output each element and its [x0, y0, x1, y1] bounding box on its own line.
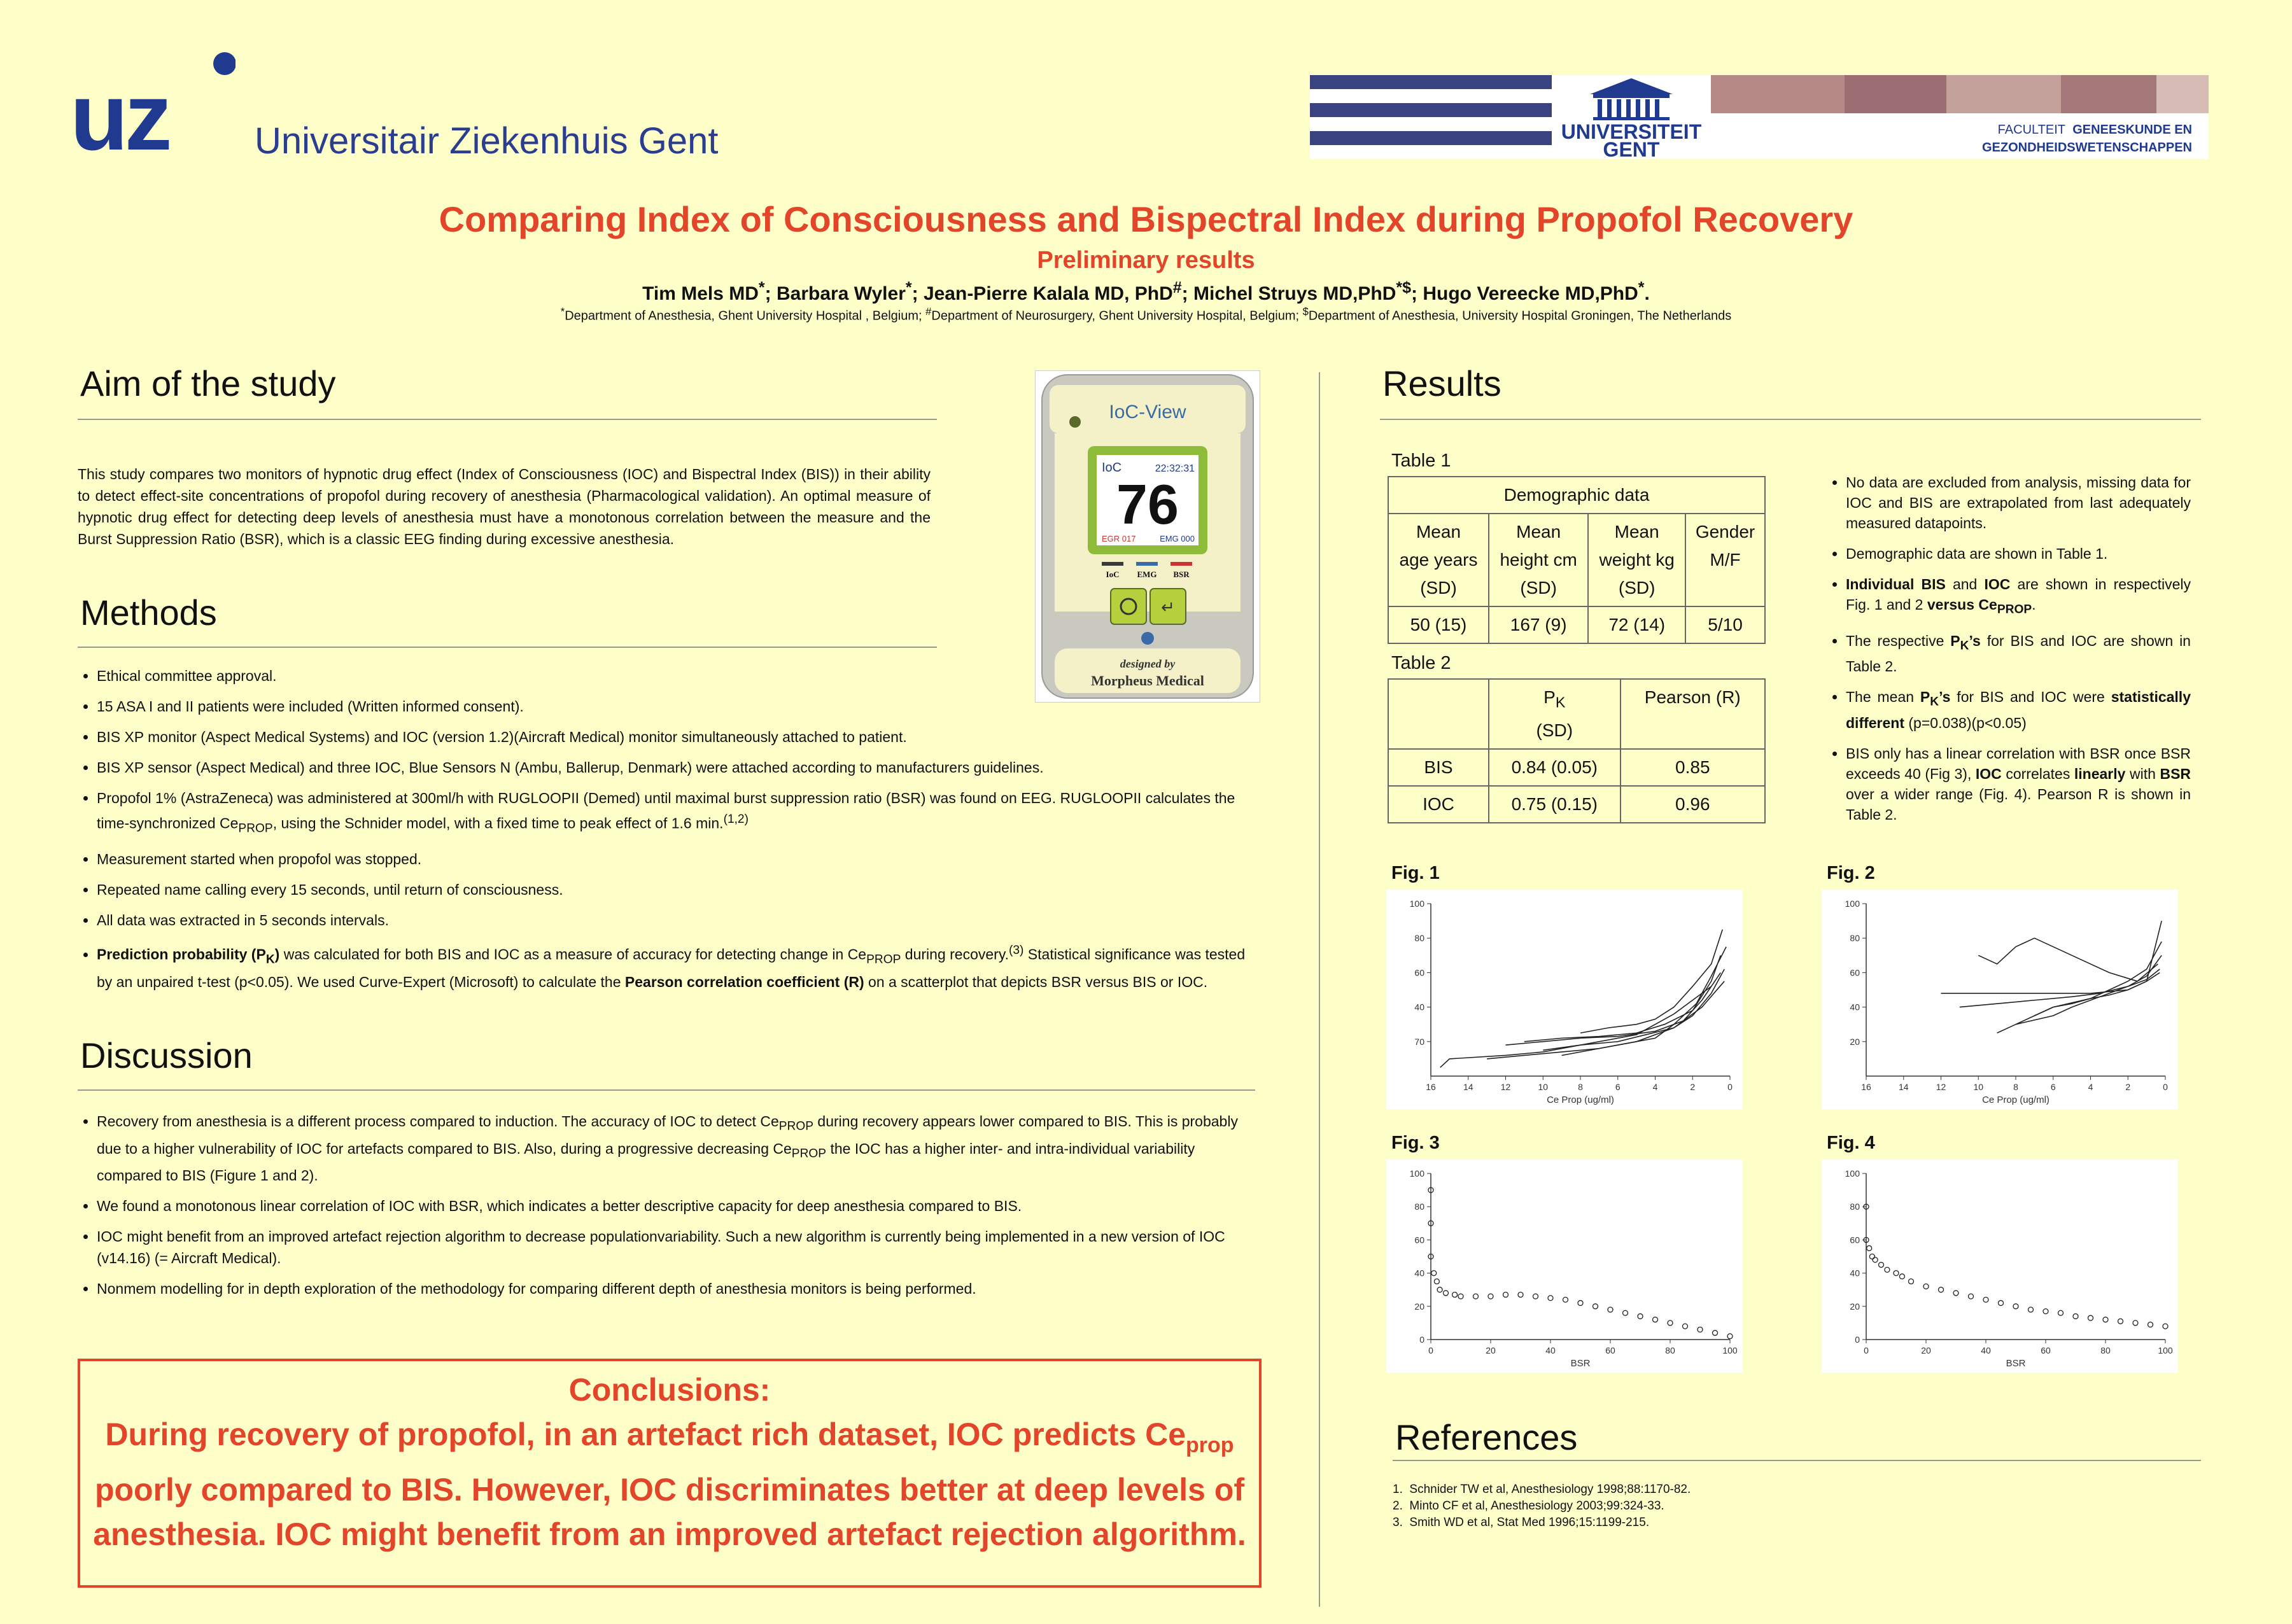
data-point [1431, 1271, 1437, 1276]
series-line [1487, 981, 1724, 1059]
fig1-plot [1386, 890, 1743, 1109]
data-point [1867, 1245, 1872, 1250]
table-header-cell: Gender M/F [1685, 514, 1765, 606]
y-tick-label: 40 [1850, 1002, 1860, 1012]
data-point [1533, 1294, 1538, 1299]
table-row [1388, 679, 1765, 749]
data-point [1869, 1254, 1874, 1259]
data-point [1578, 1301, 1583, 1306]
data-point [1638, 1313, 1643, 1319]
aim-text: This study compares two monitors of hypnotic drug effect (Index of Consciousness (IOC) and Bispectral Index (BIS)) in their ability to detect effect-site concentrations of propofol during recovery of anesthesia (Pharmacological validation). An optimal measure of hypnotic drug effect for detecting deep levels of anesthesia must have a monotonous correlation between the measure and the Burst Suppression Ratio (BSR), which is a classic EEG finding during excessive anesthesia. [78, 466, 931, 547]
data-point [2028, 1307, 2034, 1312]
faculty-line1: FACULTEIT [1997, 123, 2065, 137]
author: Hugo Vereecke MD,PhD [1423, 283, 1638, 304]
data-point [1969, 1294, 1974, 1299]
y-tick-label: 100 [1845, 899, 1860, 909]
table-header-cell: Mean age years (SD) [1388, 514, 1489, 606]
ioc-device-image [1035, 370, 1260, 703]
affiliation: Department of Neurosurgery, Ghent University Hospital, Belgium; [931, 309, 1303, 323]
table-cell: 167 (9) [1489, 606, 1588, 643]
table-cell: BIS [1388, 749, 1489, 786]
table-header-cell [1388, 679, 1489, 749]
device-tag-ioc: IoC [1106, 570, 1120, 579]
table-row [1388, 786, 1765, 823]
x-tick-label: 14 [1463, 1082, 1473, 1092]
list-item: • 15 ASA I and II patients were included (Written informed consent). [97, 696, 1250, 717]
table-cell: 0.75 (0.15) [1489, 786, 1621, 823]
y-tick-label: 0 [1419, 1334, 1424, 1345]
x-tick-label: 2 [1690, 1082, 1696, 1092]
data-point [1879, 1263, 1884, 1268]
x-axis-label: BSR [2006, 1358, 2026, 1369]
data-point [1452, 1292, 1458, 1298]
table-row [1388, 749, 1765, 786]
x-tick-label: 100 [2158, 1345, 2173, 1355]
data-point [1593, 1304, 1598, 1309]
results-bullets [1828, 472, 2191, 825]
data-point [1434, 1279, 1439, 1284]
uz-hospital-name: Universitair Ziekenhuis Gent [255, 120, 719, 162]
discussion-rule [78, 1089, 1255, 1091]
reference-item: 3. Smith WD et al, Stat Med 1996;15:1199-215. [1393, 1516, 1650, 1529]
author: Tim Mels MD [642, 283, 759, 304]
faculty-line2: GENEESKUNDE EN [2072, 123, 2192, 137]
uz-logo-graphic [70, 48, 236, 162]
fig2-caption: Fig. 2 [1827, 863, 1875, 883]
discussion-heading: Discussion [80, 1035, 253, 1075]
table-cell: 5/10 [1685, 606, 1765, 643]
list-item: • Individual BIS and IOC are shown in respectively Fig. 1 and 2 versus $Ce_{PROP}$. [1846, 574, 2191, 620]
x-tick-label: 0 [1428, 1345, 1433, 1355]
x-tick-label: 20 [1486, 1345, 1496, 1355]
x-tick-label: 4 [1652, 1082, 1658, 1092]
table-header-cell: Pearson (R) [1621, 679, 1765, 749]
x-tick-label: 6 [1615, 1082, 1621, 1092]
table2-caption: Table 2 [1391, 653, 1451, 673]
table-header-cell: Mean height cm (SD) [1489, 514, 1588, 606]
x-tick-label: 60 [1605, 1345, 1615, 1355]
x-tick-label: 10 [1973, 1082, 1984, 1092]
y-tick-label: 20 [1414, 1301, 1424, 1312]
data-point [1713, 1331, 1718, 1336]
data-point [2118, 1319, 2123, 1324]
y-tick-label: 80 [1850, 933, 1860, 944]
data-point [1608, 1307, 1613, 1312]
fig4-plot [1822, 1159, 2178, 1373]
column-divider [1319, 372, 1320, 1607]
data-point [2073, 1313, 2078, 1319]
table-cell: 72 (14) [1588, 606, 1685, 643]
y-tick-label: 60 [1414, 1235, 1424, 1245]
x-axis-label: BSR [1570, 1358, 1591, 1369]
poster-subtitle: Preliminary results [1037, 247, 1255, 274]
data-point [2058, 1310, 2064, 1315]
list-item: • BIS only has a linear correlation with BSR once BSR exceeds 40 (Fig 3), IOC correlates linearly with BSR over a wider range (Fig. 4). Pearson R is shown in Table 2. [1846, 743, 2191, 825]
device-designed-by: designed by [1120, 657, 1176, 670]
list-item: • We found a monotonous linear correlation of IOC with BSR, which indicates a better descriptive capacity for deep anesthesia compared to BIS. [97, 1195, 1250, 1217]
data-point [1939, 1287, 1944, 1292]
bluetooth-icon [1141, 632, 1154, 645]
y-tick-label: 80 [1850, 1201, 1860, 1212]
table-cell: 0.84 (0.05) [1489, 749, 1621, 786]
y-tick-label: 40 [1850, 1268, 1860, 1278]
table-cell: IOC [1388, 786, 1489, 823]
y-tick-label: 100 [1845, 1168, 1860, 1179]
x-tick-label: 20 [1921, 1345, 1931, 1355]
x-tick-label: 8 [1578, 1082, 1583, 1092]
list-item: • Nonmem modelling for in depth exploration of the methodology for comparing different depth of anesthesia monitors is being performed. [97, 1278, 1250, 1299]
y-tick-label: 80 [1414, 1201, 1424, 1212]
ugent-name-line2: GENT [1603, 138, 1660, 159]
screen-time: 22:32:31 [1155, 463, 1195, 474]
y-tick-label: 40 [1414, 1268, 1424, 1278]
uz-logo [70, 48, 236, 162]
table-row [1388, 606, 1765, 643]
list-item: • All data was extracted in 5 seconds intervals. [97, 909, 1250, 931]
device-brand: IoC-View [1109, 402, 1186, 423]
data-point [1909, 1279, 1914, 1284]
list-item: • Prediction probability $(P_K)$ was calculated for both BIS and IOC as a measure of accuracy for detecting change in $Ce_{PROP}$ during recovery.$^{(3)}$ Statistical significance was tested by an unpaired t-test (p<0.05). We used Curve-Expert (Microsoft) to calculate the Pearson correlation coefficient (R) on a scatterplot that depicts BSR versus BIS or IOC. [97, 940, 1250, 992]
table-cell: 0.96 [1621, 786, 1765, 823]
power-led-icon [1069, 416, 1081, 428]
x-axis-label: Ce Prop (ug/ml) [1547, 1095, 1614, 1105]
references-list-container [1393, 1481, 2156, 1531]
references-rule [1393, 1460, 2201, 1461]
series-line [1978, 938, 2158, 981]
data-point [1653, 1317, 1658, 1322]
aim-rule [78, 419, 937, 420]
data-point [1563, 1297, 1568, 1302]
data-point [1899, 1274, 1904, 1279]
list-item: • BIS XP sensor (Aspect Medical) and three IOC, Blue Sensors N (Ambu, Ballerup, Denmark) were attached according to manufacturers guidelines. [97, 757, 1250, 778]
device-maker: Morpheus Medical [1091, 673, 1204, 689]
x-tick-label: 16 [1426, 1082, 1436, 1092]
data-point [1953, 1291, 1958, 1296]
methods-list [79, 665, 1250, 993]
svg-text:↵: ↵ [1161, 598, 1175, 617]
data-point [1623, 1310, 1628, 1315]
data-point [1437, 1287, 1442, 1292]
x-tick-label: 80 [1665, 1345, 1675, 1355]
x-tick-label: 12 [1936, 1082, 1946, 1092]
list-item: • BIS XP monitor (Aspect Medical Systems) and IOC (version 1.2)(Aircraft Medical) monitor simultaneously attached to patient. [97, 726, 1250, 748]
fig1-caption: Fig. 1 [1391, 863, 1440, 883]
data-point [2013, 1304, 2018, 1309]
y-tick-label: 100 [1409, 899, 1424, 909]
list-item: • The mean $P_K’s$ for BIS and IOC were statistically different (p=0.038)(p<0.05) [1846, 687, 2191, 733]
data-point [1668, 1320, 1673, 1326]
methods-rule [78, 647, 937, 648]
table2 [1388, 678, 1766, 823]
list-item: • No data are excluded from analysis, missing data for IOC and BIS are extrapolated from last adequately measured datapoints. [1846, 472, 2191, 533]
fig4-chart [1822, 1159, 2178, 1373]
discussion-list [79, 1110, 1250, 1299]
data-point [1983, 1297, 1988, 1302]
x-tick-label: 0 [2163, 1082, 2168, 1092]
table-row [1388, 514, 1765, 606]
discussion-list-container [79, 1110, 1250, 1308]
table1 [1388, 476, 1766, 644]
series-line [1524, 955, 1720, 1042]
fig1-chart [1386, 890, 1743, 1109]
device-power-button [1111, 589, 1146, 624]
x-axis-label: Ce Prop (ug/ml) [1982, 1095, 2049, 1105]
data-point [1999, 1301, 2004, 1306]
series-line [1960, 969, 2160, 1007]
data-point [1503, 1292, 1508, 1298]
ugent-banner [1310, 75, 2209, 159]
x-tick-label: 10 [1538, 1082, 1549, 1092]
affiliations: *Department of Anesthesia, Ghent University Hospital , Belgium; #Department of Neurosurgery, Ghent University Hospital, Belgium; $Department of Anesthesia, University Hospital Groningen, The Netherlands [560, 305, 1732, 323]
data-point [2088, 1315, 2093, 1320]
screen-label: IoC [1102, 461, 1122, 475]
screen-value: 76 [1116, 473, 1179, 536]
affiliation: Department of Anesthesia, University Hospital Groningen, The Netherlands [1308, 309, 1732, 323]
aim-heading: Aim of the study [80, 363, 336, 403]
data-point [1458, 1294, 1463, 1299]
fig3-chart [1386, 1159, 1743, 1373]
reference-item: 1. Schnider TW et al, Anesthesiology 1998;88:1170-82. [1393, 1483, 1691, 1496]
data-point [1873, 1257, 1878, 1263]
data-point [2103, 1317, 2108, 1322]
series-line [2034, 921, 2162, 1016]
author-list: Tim Mels MD*; Barbara Wyler*; Jean-Pierre Kalala MD, PhD#; Michel Struys MD,PhD*$; Hugo Vereecke MD,PhD*. [642, 279, 1650, 304]
x-tick-label: 8 [2013, 1082, 2018, 1092]
data-point [1923, 1284, 1929, 1289]
poster-title: Comparing Index of Consciousness and Bispectral Index during Propofol Recovery [439, 199, 1853, 239]
fig2-plot [1822, 890, 2178, 1109]
uz-logo-dot [213, 52, 236, 75]
author: Michel Struys MD,PhD [1193, 283, 1396, 304]
conclusions-box [78, 1359, 1262, 1588]
y-tick-label: 20 [1850, 1301, 1860, 1312]
table-header-cell: Mean weight kg (SD) [1588, 514, 1685, 606]
y-tick-label: 40 [1414, 1002, 1424, 1012]
data-point [1683, 1324, 1688, 1329]
data-point [1894, 1271, 1899, 1276]
author: Barbara Wyler [776, 283, 906, 304]
list-item: • The respective $P_K’s$ for BIS and IOC are shown in Table 2. [1846, 631, 2191, 677]
list-item: • Measurement started when propofol was stopped. [97, 848, 1250, 870]
ugent-building-icon [1590, 78, 1673, 120]
y-tick-label: 60 [1414, 967, 1424, 978]
list-item: • IOC might benefit from an improved artefact rejection algorithm to decrease populationvariability. Such a new algorithm is currently being implemented in a new version of IOC (v14.16) (= Aircraft Medical). [97, 1226, 1250, 1269]
references-heading: References [1395, 1417, 1578, 1457]
svg-text:FACULTEIT GENEESKUNDE EN [1998, 123, 2192, 137]
data-point [2133, 1320, 2138, 1326]
results-bullets-container [1828, 472, 2191, 835]
device-tag-emg: EMG [1137, 570, 1157, 579]
x-tick-label: 0 [1864, 1345, 1869, 1355]
results-heading: Results [1382, 363, 1501, 403]
data-point [2148, 1322, 2153, 1327]
list-item: • Demographic data are shown in Table 1. [1846, 543, 2191, 564]
y-tick-label: 20 [1850, 1036, 1860, 1047]
y-tick-label: 60 [1850, 967, 1860, 978]
methods-heading: Methods [80, 592, 217, 633]
table1-caption: Table 1 [1391, 451, 1451, 471]
table-cell: 50 (15) [1388, 606, 1489, 643]
list-item: • Repeated name calling every 15 seconds, until return of consciousness. [97, 879, 1250, 900]
y-tick-label: 80 [1414, 933, 1424, 944]
x-tick-label: 0 [1727, 1082, 1733, 1092]
fig4-caption: Fig. 4 [1827, 1133, 1875, 1153]
device-tag-bsr: BSR [1173, 570, 1190, 579]
table-header-cell: $P_K$ (SD) [1489, 679, 1621, 749]
x-tick-label: 80 [2100, 1345, 2111, 1355]
x-tick-label: 2 [2125, 1082, 2131, 1092]
series-line [2016, 942, 2162, 1025]
data-point [1473, 1294, 1479, 1299]
screen-sub1: EGR 017 [1102, 534, 1136, 543]
conclusions-heading: Conclusions: [568, 1372, 771, 1408]
list-item: • Ethical committee approval. [97, 665, 1250, 687]
y-tick-label: 100 [1409, 1168, 1424, 1179]
fig2-chart [1822, 890, 2178, 1109]
y-tick-label: 0 [1855, 1334, 1860, 1345]
y-tick-label: 70 [1414, 1036, 1424, 1047]
data-point [2163, 1324, 2168, 1329]
data-point [1488, 1294, 1493, 1299]
uz-logo-text: uz [70, 63, 169, 162]
x-tick-label: 4 [2088, 1082, 2093, 1092]
reference-item: 2. Minto CF et al, Anesthesiology 2003;99:324-33. [1393, 1499, 1664, 1513]
data-point [1518, 1292, 1523, 1298]
x-tick-label: 40 [1545, 1345, 1556, 1355]
data-point [2043, 1309, 2048, 1314]
fig3-plot [1386, 1159, 1743, 1373]
ioc-device-graphic [1036, 371, 1260, 702]
series-line [1506, 972, 1721, 1045]
x-tick-label: 14 [1898, 1082, 1909, 1092]
data-point [1885, 1267, 1890, 1272]
faculty-line3: GEZONDHEIDSWETENSCHAPPEN [1981, 141, 2192, 155]
data-point [1698, 1327, 1703, 1332]
affiliation: Department of Anesthesia, Ghent University Hospital , Belgium; [565, 309, 926, 323]
data-point [1548, 1296, 1553, 1301]
x-tick-label: 12 [1500, 1082, 1511, 1092]
data-point [1727, 1334, 1733, 1339]
x-tick-label: 60 [2041, 1345, 2051, 1355]
author: Jean-Pierre Kalala MD, PhD [923, 283, 1173, 304]
data-point [1444, 1291, 1449, 1296]
y-tick-label: 60 [1850, 1235, 1860, 1245]
list-item: • Recovery from anesthesia is a different process compared to induction. The accuracy of IOC to detect $Ce_{PROP}$ during recovery appears lower compared to BIS. This is probably due to a higher vulnerability of IOC for artefacts compared to BIS. Also, during a progressive decreasing $Ce_{PROP}$ the IOC has a higher inter- and intra-individual variability compared to BIS (Figure 1 and 2). [97, 1110, 1250, 1186]
fig3-caption: Fig. 3 [1391, 1133, 1440, 1153]
x-tick-label: 16 [1861, 1082, 1871, 1092]
methods-list-container [79, 665, 1250, 1002]
conclusions-text: During recovery of propofol, in an artefact rich dataset, IOC predicts $Ce_{prop}$ poorly compared to BIS. However, IOC discriminates better at deep levels of anesthesia. IOC might benefit from an improved artefact rejection algorithm. [93, 1417, 1246, 1552]
ugent-name-line1: UNIVERSITEIT [1561, 120, 1702, 143]
table-cell: 0.85 [1621, 749, 1765, 786]
x-tick-label: 6 [2050, 1082, 2056, 1092]
ugent-banner-graphic [1310, 75, 2209, 159]
series-line [1580, 930, 1722, 1033]
x-tick-label: 40 [1981, 1345, 1991, 1355]
x-tick-label: 100 [1722, 1345, 1738, 1355]
list-item: • Propofol 1% (AstraZeneca) was administered at 300ml/h with RUGLOOPII (Demed) until maximal burst suppression ratio (BSR) was found on EEG. RUGLOOPII calculates the time-synchronized $Ce_{PROP}$, using the Schnider model, with a fixed time to peak effect of 1.6 min.$^{(1,2)}$ [97, 787, 1250, 839]
table1-title: Demographic data [1388, 477, 1765, 514]
screen-sub2: EMG 000 [1160, 534, 1195, 543]
results-rule [1380, 419, 2201, 420]
